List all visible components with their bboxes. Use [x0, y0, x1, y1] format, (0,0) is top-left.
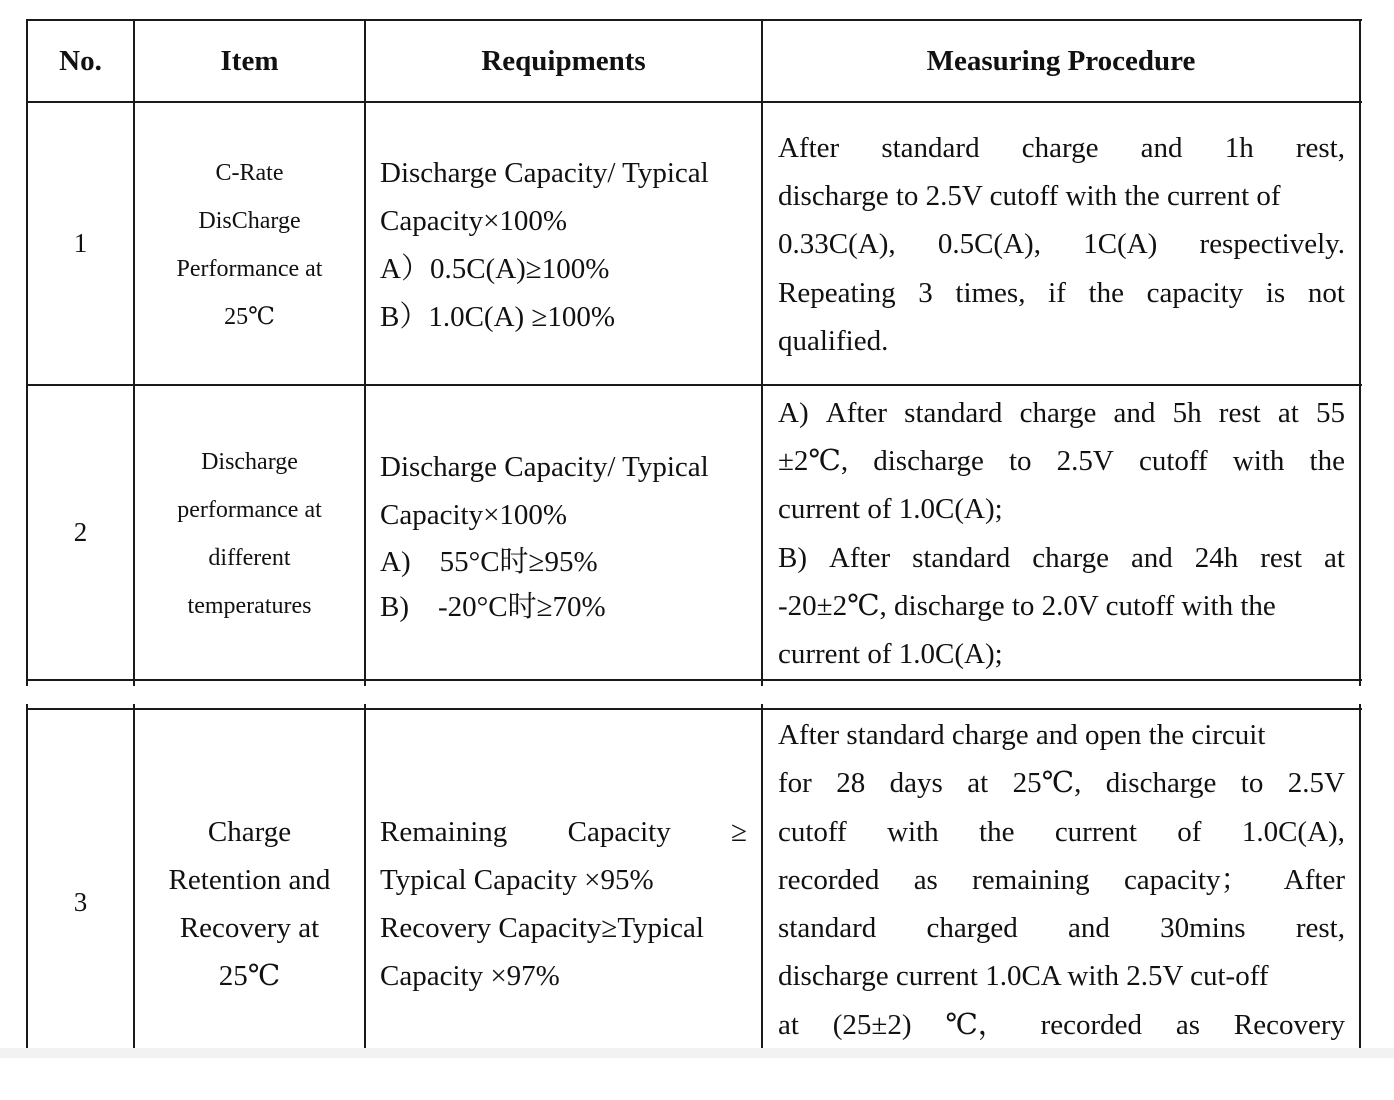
text-word: 0.33C(A), — [778, 228, 896, 261]
row1-req-line: B）1.0C(A) ≥100% — [380, 300, 616, 333]
text-word: standard — [904, 396, 1003, 429]
row3-procedure — [763, 710, 1359, 1058]
text-word: discharge — [1105, 767, 1217, 800]
text-line — [778, 630, 1345, 678]
text-word: at — [1324, 541, 1345, 574]
text-word: -20±2℃, discharge to 2.0V cutoff with the — [778, 589, 1276, 622]
text-word: B) — [778, 541, 807, 574]
text-word: the — [1088, 276, 1124, 309]
row3-item-line: 25℃ — [218, 960, 281, 992]
row2-item-line: performance at — [177, 496, 322, 523]
row3-item-line: Recovery at — [179, 912, 320, 944]
text-word: the — [1309, 444, 1345, 477]
text-word: current — [1054, 815, 1137, 848]
text-word: the — [979, 815, 1015, 848]
row1-item-line: C-Rate — [215, 159, 284, 186]
col-border-right-lower — [1359, 704, 1361, 1058]
row1-procedure — [763, 103, 1359, 384]
text-word: and — [1140, 131, 1183, 164]
text-word: respectively. — [1199, 228, 1345, 261]
row2-item-line: temperatures — [187, 592, 312, 619]
row1-procedure-text — [778, 124, 1345, 365]
row2-item — [135, 386, 364, 679]
text-word: Recovery — [1233, 1008, 1345, 1041]
text-word: 5h — [1172, 396, 1202, 429]
text-word: not — [1307, 276, 1345, 309]
text-word: 3 — [918, 276, 933, 309]
row2-bottom-border — [26, 679, 1362, 681]
text-word: After — [778, 131, 840, 164]
text-line — [778, 808, 1345, 856]
text-line — [778, 856, 1345, 904]
text-word: charge — [1019, 396, 1097, 429]
text-line — [778, 711, 1345, 759]
text-line — [778, 534, 1345, 582]
text-word: to — [1240, 767, 1264, 800]
text-word: capacity — [1146, 276, 1244, 309]
row3-requirements-text — [380, 808, 747, 1000]
text-word: discharge to 2.5V cutoff with the current of — [778, 180, 1281, 213]
row1-req-line: Discharge Capacity/ Typical — [380, 156, 709, 189]
text-word: After — [828, 541, 891, 574]
text-word: recorded — [778, 863, 880, 896]
header-procedure — [763, 21, 1359, 101]
text-word: rest — [1260, 541, 1303, 574]
text-word: 28 — [836, 767, 866, 800]
text-line — [778, 269, 1345, 317]
row2-req-line: Discharge Capacity/ Typical — [380, 450, 709, 483]
row2-req-line: B) -20°C时≥70% — [380, 590, 606, 623]
text-word: rest — [1218, 396, 1261, 429]
text-word: with — [1232, 444, 1285, 477]
row2-req-line: A) 55°C时≥95% — [380, 545, 598, 578]
row2-no-value: 2 — [73, 517, 88, 547]
text-line — [778, 485, 1345, 533]
text-word: A) — [778, 396, 809, 429]
text-word: capacity； — [1123, 863, 1250, 896]
row1-item-line: 25℃ — [224, 303, 275, 330]
row3-no — [28, 710, 133, 1100]
text-line — [778, 389, 1345, 437]
text-word: as — [1175, 1008, 1201, 1041]
row1-req-line: Capacity×100% — [380, 204, 568, 237]
text-line — [778, 317, 1345, 365]
text-word: and — [1130, 541, 1173, 574]
text-word: (25±2) — [832, 1008, 912, 1041]
text-line — [778, 124, 1345, 172]
text-word: charge — [1032, 541, 1109, 574]
text-line — [778, 220, 1345, 268]
text-word: times, — [955, 276, 1026, 309]
text-word: recorded — [1040, 1008, 1143, 1041]
text-word: standard — [778, 912, 877, 945]
text-line — [778, 904, 1345, 952]
text-line — [380, 904, 747, 952]
text-word: ℃， — [945, 1008, 1007, 1041]
row2-req-line: Capacity×100% — [380, 498, 568, 531]
text-word: 0.5C(A), — [937, 228, 1041, 261]
text-word: as — [913, 863, 938, 896]
text-word: 1.0C(A), — [1241, 815, 1345, 848]
text-word: current of 1.0C(A); — [778, 493, 1003, 526]
text-word: rest, — [1295, 912, 1345, 945]
text-word: current of 1.0C(A); — [778, 638, 1003, 671]
row3-procedure-text — [778, 711, 1345, 1049]
text-line — [778, 172, 1345, 220]
text-word: days — [889, 767, 943, 800]
text-word: Capacity ×97% — [380, 960, 560, 992]
text-line — [380, 952, 747, 1000]
text-word: 55 — [1315, 396, 1345, 429]
text-word: ≥ — [731, 816, 747, 848]
text-word: of — [1177, 815, 1202, 848]
row1-item-line: Performance at — [176, 255, 323, 282]
row2-item-line: Discharge — [201, 448, 298, 475]
text-word: remaining — [972, 863, 1090, 896]
header-requirements — [366, 21, 761, 101]
row1-requirements — [366, 103, 761, 384]
text-word: cutoff — [778, 815, 847, 848]
viewport-bottom-edge — [0, 1048, 1394, 1058]
text-word: Capacity — [567, 816, 671, 848]
row1-item — [135, 103, 364, 384]
text-word: for — [778, 767, 812, 800]
text-word: discharge — [873, 444, 984, 477]
row2-procedure — [763, 386, 1359, 679]
text-word: standard — [912, 541, 1011, 574]
text-word: and — [1113, 396, 1156, 429]
text-word: ±2℃, — [778, 444, 849, 477]
page-break-gap — [0, 686, 1394, 704]
text-word: After — [825, 396, 887, 429]
header-procedure-label: Measuring Procedure — [926, 44, 1196, 77]
text-word: standard — [881, 131, 980, 164]
text-line — [778, 952, 1345, 1000]
text-line — [380, 856, 747, 904]
text-word: and — [1068, 912, 1110, 945]
text-word: charge — [1021, 131, 1099, 164]
text-word: qualified. — [778, 324, 889, 357]
text-word: with — [887, 815, 939, 848]
text-word: Typical Capacity ×95% — [380, 864, 654, 896]
row1-req-line: A）0.5C(A)≥100% — [380, 252, 610, 285]
text-word: 30mins — [1160, 912, 1246, 945]
text-line — [778, 759, 1345, 807]
text-word: 1h — [1224, 131, 1254, 164]
text-word: 1C(A) — [1083, 228, 1158, 261]
text-word: Remaining — [380, 816, 508, 848]
text-line — [778, 582, 1345, 630]
row2-requirements — [366, 386, 761, 679]
row2-item-line: different — [208, 544, 291, 571]
text-word: discharge current 1.0CA with 2.5V cut-off — [778, 960, 1269, 993]
text-word: charged — [926, 912, 1018, 945]
header-no-label: No. — [59, 44, 102, 77]
row1-no — [28, 103, 133, 384]
row3-item-line: Retention and — [168, 864, 331, 896]
row2-no — [28, 386, 133, 679]
text-line — [380, 808, 747, 856]
row1-no-value: 1 — [73, 228, 88, 258]
text-word: rest, — [1295, 131, 1345, 164]
text-word: Repeating — [778, 276, 896, 309]
text-line — [778, 1001, 1345, 1049]
row3-requirements — [366, 710, 761, 1058]
header-requirements-label: Requipments — [481, 44, 646, 77]
header-no — [28, 21, 133, 101]
header-item-label: Item — [220, 44, 279, 77]
header-item — [135, 21, 364, 101]
text-word: to — [1008, 444, 1032, 477]
row3-item — [135, 710, 364, 1058]
row2-procedure-text — [778, 389, 1345, 679]
text-word: After standard charge and open the circuit — [778, 719, 1266, 751]
row1-item-line: DisCharge — [198, 207, 301, 234]
text-word: is — [1265, 276, 1286, 309]
text-word: cutoff — [1138, 444, 1208, 477]
text-word: 2.5V — [1287, 767, 1345, 800]
row3-item-line: Charge — [207, 816, 292, 848]
text-word: After — [1283, 863, 1345, 896]
text-line — [778, 437, 1345, 485]
row3-no-value: 3 — [73, 887, 88, 917]
text-word: if — [1048, 276, 1066, 309]
text-word: Recovery Capacity≥Typical — [380, 912, 704, 944]
text-word: 24h — [1194, 541, 1239, 574]
text-word: 25℃, — [1012, 767, 1082, 800]
text-word: at — [778, 1008, 799, 1041]
col-border-right — [1359, 19, 1361, 686]
text-word: at — [967, 767, 989, 800]
text-word: 2.5V — [1056, 444, 1114, 477]
text-word: at — [1277, 396, 1299, 429]
